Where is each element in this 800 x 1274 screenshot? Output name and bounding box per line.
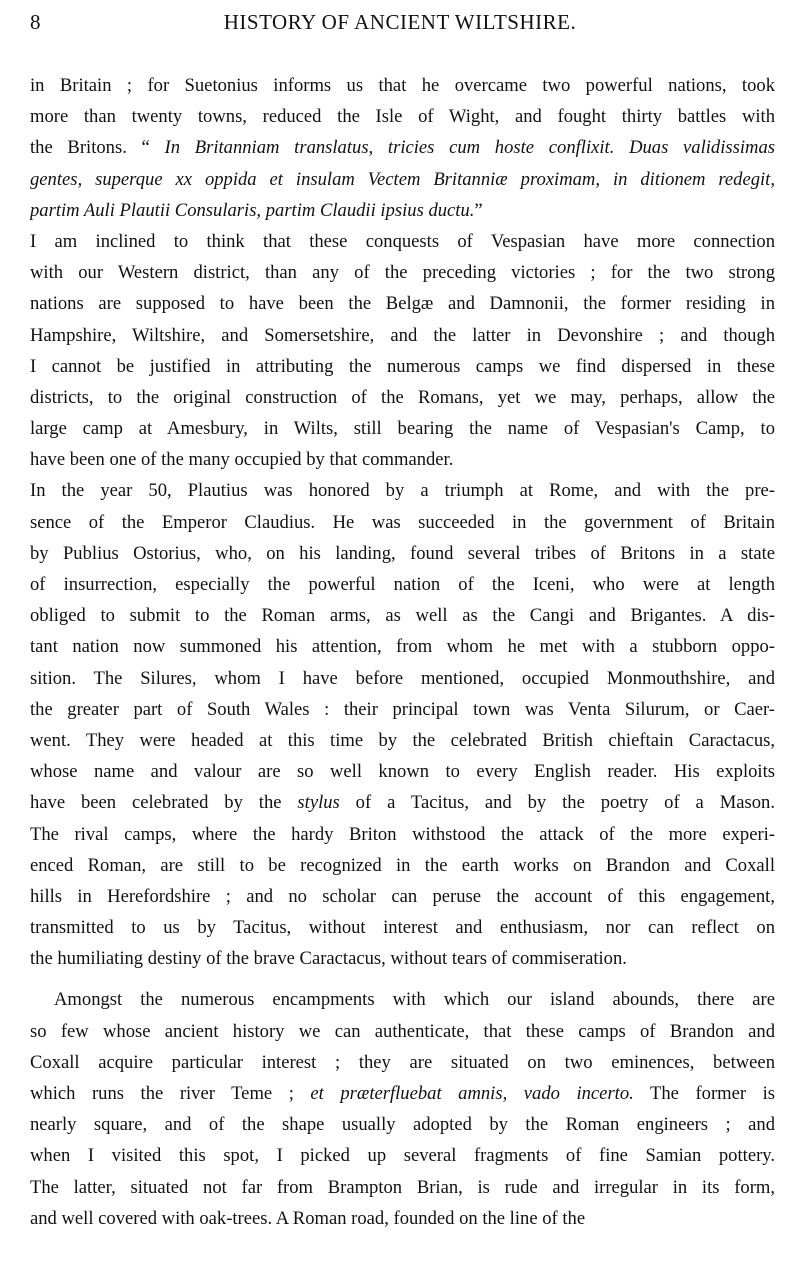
text-segment: ”: [474, 199, 483, 221]
text-line: [30, 663, 775, 694]
page-body: [30, 70, 775, 1234]
italic-text: In Britanniam translatus, tricies cum hoste conflixit. Duas validissimas: [164, 137, 775, 159]
text-segment: whose name and valour are so well known to every English reader. His exploits: [30, 761, 775, 783]
text-segment: I am inclined to think that these conquests of Vespasian have more connection: [30, 230, 775, 252]
paragraph: [30, 226, 775, 476]
text-segment: Coxall acquire particular interest ; they are situated on two eminences, between: [30, 1051, 775, 1073]
text-line: [30, 819, 775, 850]
text-segment: nearly square, and of the shape usually adopted by the Roman engineers ; and: [30, 1114, 775, 1136]
text-line: [30, 1078, 775, 1109]
page-number: 8: [30, 10, 41, 34]
italic-text: stylus: [297, 792, 340, 814]
text-segment: the greater part of South Wales : their principal town was Venta Silurum, or Caer-: [30, 698, 775, 720]
text-line: [30, 631, 775, 662]
text-segment: districts, to the original construction of the Romans, yet we may, perhaps, allow the: [30, 386, 775, 408]
paragraph: [30, 70, 775, 226]
text-line: [30, 1047, 775, 1078]
text-line: [30, 1172, 775, 1203]
text-line: [30, 382, 775, 413]
text-line: [30, 101, 775, 132]
text-line: [30, 226, 775, 257]
text-line: [30, 475, 775, 506]
text-segment: In the year 50, Plautius was honored by a triumph at Rome, and with the pre-: [30, 480, 775, 502]
text-segment: sition. The Silures, whom I have before mentioned, occupied Monmouthshire, and: [30, 667, 775, 689]
text-segment: with our Western district, than any of the preceding victories ; for the two strong: [30, 262, 775, 284]
text-segment: have been one of the many occupied by that commander.: [30, 449, 454, 471]
text-segment: so few whose ancient history we can authenticate, that these camps of Brandon and: [30, 1020, 775, 1042]
text-line: [30, 195, 775, 226]
text-segment: went. They were headed at this time by the celebrated British chieftain Caractacus,: [30, 729, 775, 751]
text-line: [30, 538, 775, 569]
text-segment: by Publius Ostorius, who, on his landing, found several tribes of Britons in a state: [30, 542, 775, 564]
italic-text: partim Auli Plautii Consularis, partim Claudii ipsius ductu.: [30, 199, 475, 221]
text-line: [30, 1203, 775, 1234]
text-segment: obliged to submit to the Roman arms, as well as the Cangi and Brigantes. A dis-: [30, 605, 775, 627]
text-segment: sence of the Emperor Claudius. He was succeeded in the government of Britain: [30, 511, 775, 533]
text-line: [30, 912, 775, 943]
italic-text: et præterfluebat amnis, vado incerto.: [310, 1083, 634, 1104]
text-segment: the Britons. “: [30, 137, 165, 159]
text-line: [30, 756, 775, 787]
text-segment: of insurrection, especially the powerful nation of the Iceni, who were at length: [30, 574, 775, 595]
text-segment: which runs the river Teme ;: [30, 1083, 311, 1104]
text-segment: hills in Herefordshire ; and no scholar can peruse the account of this engagement,: [30, 885, 775, 907]
text-line: [30, 1109, 775, 1140]
running-title: HISTORY OF ANCIENT WILTSHIRE.: [223, 10, 577, 34]
text-line: [30, 164, 775, 195]
text-line: [30, 600, 775, 631]
text-segment: have been celebrated by the: [30, 792, 298, 814]
text-line: [30, 1016, 775, 1047]
text-line: [30, 943, 775, 974]
text-segment: in Britain ; for Suetonius informs us that he overcame two powerful nations, took: [30, 75, 775, 96]
text-segment: Hampshire, Wiltshire, and Somersetshire, and the latter in Devonshire ; and though: [30, 324, 775, 346]
text-line: [30, 725, 775, 756]
text-line: [30, 984, 775, 1015]
text-segment: tant nation now summoned his attention, from whom he met with a stubborn oppo-: [30, 636, 775, 658]
text-line: [30, 70, 775, 101]
text-line: [30, 444, 775, 475]
text-line: [30, 257, 775, 288]
text-segment: the humiliating destiny of the brave Caractacus, without tears of commiseration.: [30, 948, 627, 970]
paragraph: [30, 475, 775, 974]
text-line: [30, 1140, 775, 1171]
text-line: [30, 569, 775, 600]
running-header: [0, 6, 800, 36]
text-segment: large camp at Amesbury, in Wilts, still bearing the name of Vespasian's Camp, to: [30, 418, 775, 440]
text-segment: I cannot be justified in attributing the numerous camps we find dispersed in these: [30, 355, 775, 377]
paragraph: [30, 984, 775, 1234]
text-line: [30, 320, 775, 351]
text-line: [30, 288, 775, 319]
text-segment: enced Roman, are still to be recognized in the earth works on Brandon and Coxall: [30, 854, 775, 876]
text-segment: transmitted to us by Tacitus, without interest and enthusiasm, nor can reflect on: [30, 917, 775, 939]
text-line: [30, 351, 775, 382]
text-segment: when I visited this spot, I picked up several fragments of fine Samian pottery.: [30, 1145, 775, 1167]
text-segment: more than twenty towns, reduced the Isle of Wight, and fought thirty battles with: [30, 106, 775, 128]
text-segment: nations are supposed to have been the Belgæ and Damnonii, the former residing in: [30, 293, 775, 315]
text-line: [30, 507, 775, 538]
text-line: [30, 881, 775, 912]
text-segment: Amongst the numerous encampments with which our island abounds, there are: [54, 989, 775, 1011]
italic-text: gentes, superque xx oppida et insulam Vectem Britanniæ proximam, in ditionem redegit,: [30, 168, 775, 190]
text-segment: of a Tacitus, and by the poetry of a Mason.: [339, 792, 775, 814]
text-segment: The latter, situated not far from Brampton Brian, is rude and irregular in its form,: [30, 1176, 775, 1198]
text-line: [30, 132, 775, 163]
text-segment: The rival camps, where the hardy Briton withstood the attack of the more experi-: [30, 823, 775, 845]
text-line: [30, 787, 775, 818]
text-line: [30, 413, 775, 444]
text-line: [30, 850, 775, 881]
text-segment: and well covered with oak-trees. A Roman road, founded on the line of the: [30, 1207, 586, 1229]
text-line: [30, 694, 775, 725]
text-segment: The former is: [633, 1083, 775, 1104]
